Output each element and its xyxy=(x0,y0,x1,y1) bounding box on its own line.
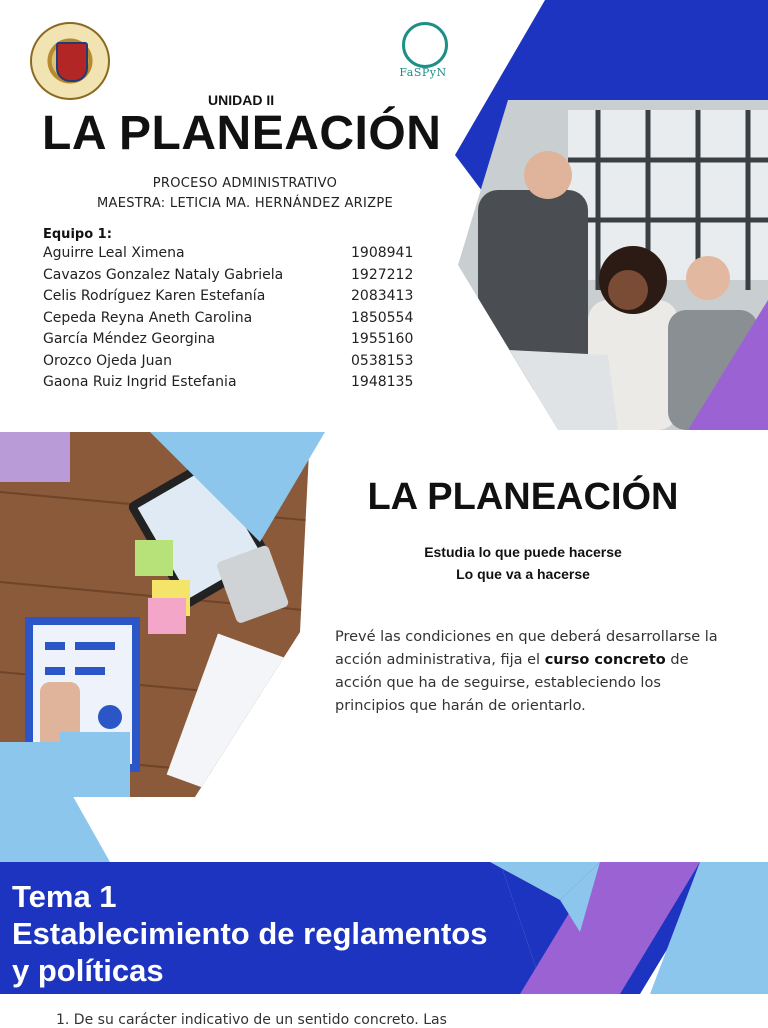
subject-line: PROCESO ADMINISTRATIVO xyxy=(152,176,338,191)
paragraph-emphasis: curso concreto xyxy=(544,652,666,668)
topic-title-line-1: Establecimiento de reglamentos xyxy=(12,916,488,951)
shield-icon xyxy=(56,42,88,82)
member-id: 1927212 xyxy=(351,266,414,283)
paragraph-text-end: de acción que ha de seguirse, estableciendo los principios que harán de orientarlo. xyxy=(335,652,689,714)
team-meeting-photo xyxy=(458,100,768,430)
team-member-row xyxy=(43,331,418,353)
topic-heading xyxy=(12,878,532,989)
member-name: García Méndez Georgina xyxy=(43,331,216,347)
list-item: 1. De su carácter indicativo de un sentido concreto. Las xyxy=(56,1012,447,1028)
member-id: 1948135 xyxy=(351,374,414,390)
paragraph-text-start: Prevé las condiciones en que deberá desarrollarse la acción administrativa, fija el xyxy=(335,629,718,668)
unit-label: UNIDAD II xyxy=(208,92,275,108)
team-heading: Equipo 1: xyxy=(43,227,112,242)
member-name: Celis Rodríguez Karen Estefanía xyxy=(43,288,266,304)
member-name: Aguirre Leal Ximena xyxy=(43,245,185,261)
team-member-row xyxy=(43,288,418,310)
definition-paragraph xyxy=(335,626,730,718)
faspyn-logo-text: FaSPyN xyxy=(399,66,447,79)
faspyn-emblem-icon xyxy=(402,22,448,68)
section-subtitle-2: Lo que va a hacerse xyxy=(456,566,590,582)
member-id: 0538153 xyxy=(351,352,414,369)
member-name: Cavazos Gonzalez Nataly Gabriela xyxy=(43,266,284,283)
team-member-row xyxy=(43,245,418,267)
member-name: Cepeda Reyna Aneth Carolina xyxy=(43,309,253,326)
faspyn-logo xyxy=(392,22,454,98)
page-title: LA PLANEACIÓN xyxy=(42,107,442,160)
teacher-line: MAESTRA: LETICIA MA. HERNÁNDEZ ARIZPE xyxy=(97,196,393,211)
business-desk-photo xyxy=(0,432,325,797)
section-title: LA PLANEACIÓN xyxy=(367,476,679,518)
team-member-row xyxy=(43,374,418,396)
topic-title-line-2: y políticas xyxy=(12,953,164,988)
section-subtitle-1: Estudia lo que puede hacerse xyxy=(424,544,622,560)
member-id: 1955160 xyxy=(351,331,414,347)
member-name: Gaona Ruiz Ingrid Estefania xyxy=(43,374,237,390)
team-member-row xyxy=(43,267,418,289)
topic-number: Tema 1 xyxy=(12,879,117,914)
member-id: 1908941 xyxy=(351,245,414,261)
member-id: 2083413 xyxy=(351,288,414,304)
team-member-row xyxy=(43,310,418,332)
member-id: 1850554 xyxy=(351,309,414,326)
member-name: Orozco Ojeda Juan xyxy=(43,352,172,369)
uanl-logo xyxy=(30,22,110,100)
team-member-row xyxy=(43,353,418,375)
